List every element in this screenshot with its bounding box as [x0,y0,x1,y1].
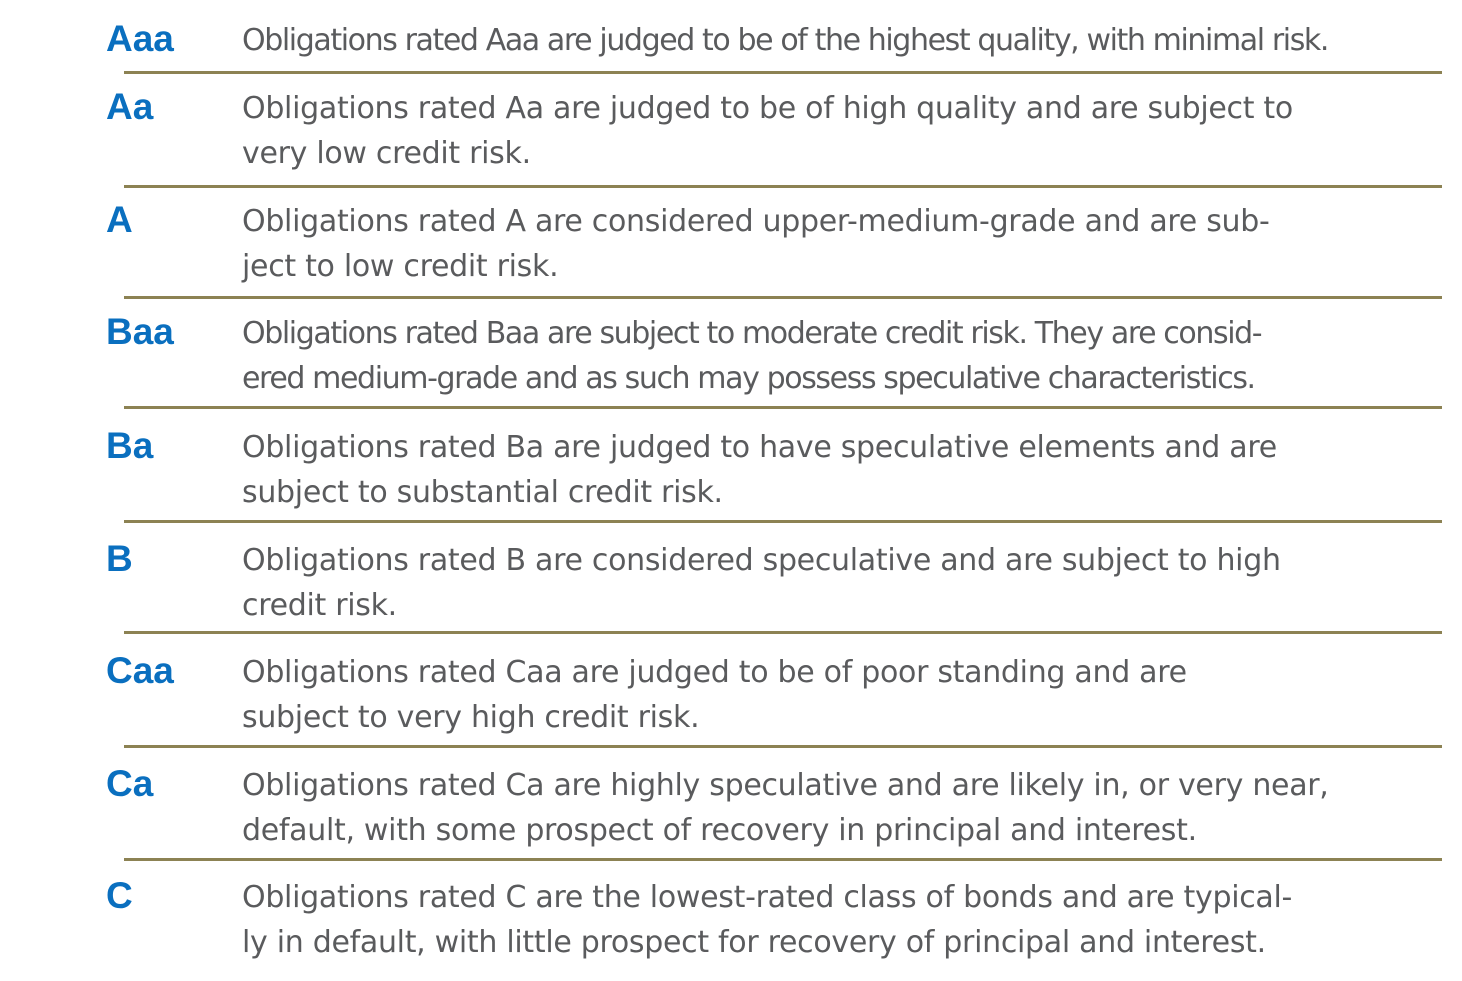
rating-description: Obligations rated B are considered speculative and are subject to high credit risk. [242,543,1281,623]
rating-grade: Baa [106,311,174,352]
rating-description: Obligations rated Ca are highly speculative and are likely in, or very near, default, with some prospect of recovery in principal and interest. [242,768,1329,848]
rating-description: Obligations rated Baa are subject to moderate credit risk. They are consid- ered medium-grade and as such may possess speculative characteristics. [242,316,1262,396]
rating-grade: Aa [106,86,154,127]
rating-description: Obligations rated Aaa are judged to be of the highest quality, with minimal risk. [242,23,1329,58]
rating-description: Obligations rated Aa are judged to be of high quality and are subject to very low credit risk. [242,91,1293,171]
row-divider [124,71,1442,74]
row-divider [124,296,1442,299]
row-divider [124,631,1442,634]
rating-grade: B [106,538,133,579]
rating-grade: Caa [106,650,174,691]
rating-description: Obligations rated C are the lowest-rated class of bonds and are typical- ly in default, with little prospect for recovery of principal and interest. [242,880,1293,960]
rating-grade: Aaa [106,18,174,59]
rating-description: Obligations rated Caa are judged to be of poor standing and are subject to very high credit risk. [242,655,1187,735]
rating-grade: Ca [106,763,154,804]
row-divider [124,185,1442,188]
rating-grade: C [106,875,133,916]
rating-grade: A [106,199,133,240]
row-divider [124,858,1442,861]
rating-grade: Ba [106,425,154,466]
row-divider [124,520,1442,523]
row-divider [124,406,1442,409]
rating-description: Obligations rated Ba are judged to have speculative elements and are subject to substantial credit risk. [242,430,1277,510]
rating-description: Obligations rated A are considered upper-medium-grade and are sub- ject to low credit risk. [242,204,1270,284]
row-divider [124,745,1442,748]
